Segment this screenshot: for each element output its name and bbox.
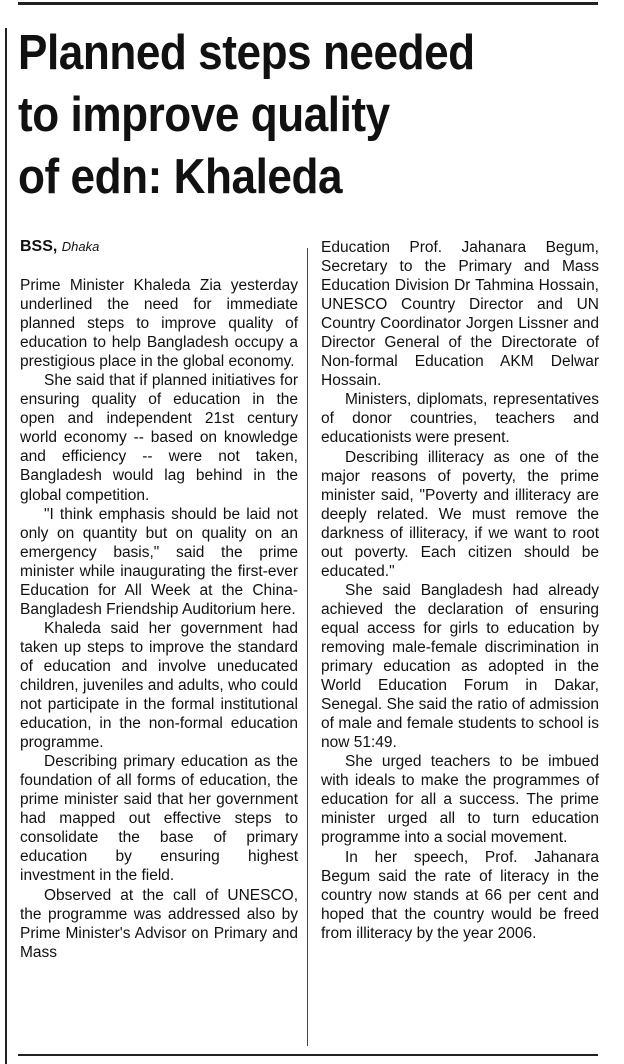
paragraph: She urged teachers to be imbued with ideals to make the programmes of education for all a success. The prime minister urged all to turn education programme into a social movement. <box>321 753 599 847</box>
paragraph: "I think emphasis should be laid not only on quantity but on quality on an emergency basis," said the prime minister while inaugurating the first-ever Education for All Week at the China-Bangladesh Friendship Auditorium here. <box>20 505 298 618</box>
column-divider <box>307 248 308 1046</box>
paragraph: Khaleda said her government had taken up steps to improve the standard of education and involve uneducated children, juveniles and adults, who could not participate in the formal institutional education, in the non-formal education programme. <box>20 619 298 752</box>
headline-line: to improve quality <box>18 88 390 142</box>
byline <box>20 238 99 256</box>
paragraph: She said that if planned initiatives for ensuring quality of education in the open and independent 21st century world economy -- based on knowledge and efficiency -- were not taken, Bangladesh would lag behind in the global competition. <box>20 372 298 504</box>
left-border-rule <box>5 28 7 1064</box>
paragraph: Education Prof. Jahanara Begum, Secretary to the Primary and Mass Education Division Dr Tahmina Hossain, UNESCO Country Director and UN Country Coordinator Jorgen Lissner and Director General of the Directorate of Non-formal Education AKM Delwar Hossain. <box>321 239 599 390</box>
headline-line: of edn: Khaleda <box>18 150 343 204</box>
bottom-rule <box>18 1054 598 1056</box>
paragraph: Describing primary education as the foundation of all forms of education, the prime minister said that her government had mapped out effective steps to consolidate the base of primary education by ensuring highest investment in the field. <box>20 753 298 885</box>
paragraph: Observed at the call of UNESCO, the programme was addressed also by Prime Minister's Advisor on Primary and Mass <box>20 886 298 961</box>
headline <box>18 22 558 208</box>
paragraph: In her speech, Prof. Jahanara Begum said the rate of literacy in the country now stands at 66 per cent and hoped that the country would be freed from illiteracy by the year 2006. <box>321 848 599 942</box>
paragraph: Prime Minister Khaleda Zia yesterday underlined the need for immediate planned steps to improve quality of education to help Bangladesh occupy a prestigious place in the global economy. <box>20 277 298 371</box>
top-rule <box>18 2 598 5</box>
paragraph: Ministers, diplomats, representatives of donor countries, teachers and educationists were present. <box>321 391 599 447</box>
headline-line: Planned steps needed <box>18 26 475 80</box>
paragraph: Describing illiteracy as one of the major reasons of poverty, the prime minister said, "Poverty and illiteracy are deeply related. We must remove the darkness of illiteracy, if we want to root out poverty. Each citizen should be educated." <box>321 448 599 580</box>
byline-place: Dhaka <box>61 239 100 254</box>
article-column-left <box>20 276 298 962</box>
byline-agency: BSS, <box>20 238 58 255</box>
paragraph: She said Bangladesh had already achieved the declaration of ensuring equal access for girls to education by removing male-female discrimination in primary education as adopted in the World Education Forum in Dakar, Senegal. She said the ratio of admission of male and female students to school is now 51:49. <box>321 581 599 752</box>
article-column-right <box>321 238 599 943</box>
